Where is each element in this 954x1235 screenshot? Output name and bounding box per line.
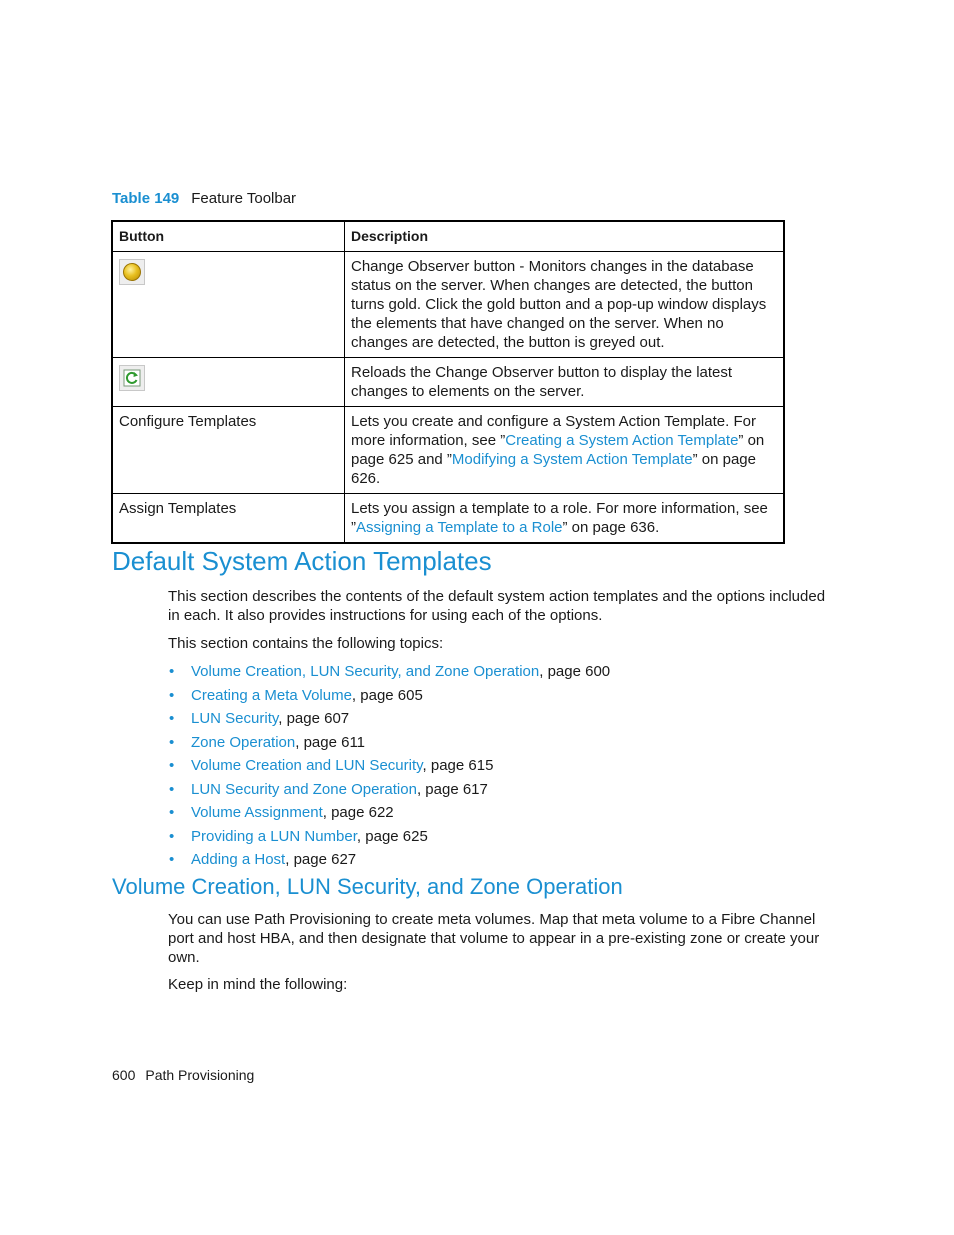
topic-link[interactable]: Adding a Host: [191, 851, 286, 868]
bullet-icon: •: [169, 851, 175, 868]
description-cell: [345, 494, 785, 544]
subsection-para-keep-in-mind: Keep in mind the following:: [168, 976, 348, 993]
table-caption: [112, 190, 296, 207]
bullet-icon: •: [169, 733, 175, 751]
button-cell: Assign Templates: [112, 494, 345, 544]
subsection-para: You can use Path Provisioning to create meta volumes. Map that meta volume to a Fibre Channel port and host HBA, and then designate that volume to appear in a pre-existing zone or create your own.: [168, 911, 820, 966]
topic-page: , page 625: [356, 827, 428, 845]
description-cell: Change Observer button - Monitors changes in the database status on the server. When changes are detected, the button turns gold. Click the gold button and a pop-up window displays the elements that have changed on the server. When no changes are detected, the button is greyed out.: [345, 252, 785, 358]
table-caption-title: Feature Toolbar: [191, 190, 297, 207]
topic-page: , page 627: [285, 851, 357, 868]
button-cell: [112, 252, 345, 358]
page-footer: [112, 1067, 254, 1083]
link-modifying-template[interactable]: Modifying a System Action Template: [451, 451, 693, 468]
list-item: [168, 685, 610, 709]
bullet-icon: •: [169, 757, 175, 774]
section-heading: Default System Action Templates: [112, 546, 492, 576]
table-row: [112, 358, 784, 407]
topic-page: , page 607: [278, 710, 350, 727]
section-intro: This section describes the contents of the default system action templates and the options included in each. It also provides instructions for using each of the options.: [168, 588, 826, 624]
bullet-icon: •: [169, 804, 175, 821]
topic-link[interactable]: Zone Operation: [191, 733, 296, 751]
topic-link[interactable]: Providing a LUN Number: [191, 827, 357, 845]
header-description: Description: [345, 221, 785, 252]
bullet-icon: •: [169, 780, 175, 798]
bullet-icon: •: [169, 827, 175, 845]
description-text: Lets you create and configure a System Action Template. For more information, see ”: [351, 413, 756, 449]
bullet-icon: •: [169, 686, 175, 704]
description-cell: [345, 407, 785, 494]
topics-intro: This section contains the following topics:: [168, 635, 444, 652]
topic-link[interactable]: LUN Security: [191, 710, 279, 727]
link-assigning-template[interactable]: Assigning a Template to a Role: [356, 519, 563, 536]
chapter-title: Path Provisioning: [145, 1067, 255, 1083]
topic-page: , page 605: [351, 686, 423, 704]
button-cell: [112, 358, 345, 407]
list-item: [168, 826, 610, 850]
reload-icon: [119, 365, 145, 391]
topic-page: , page 611: [295, 733, 366, 751]
topic-page: , page 617: [416, 780, 488, 798]
feature-toolbar-table: [111, 220, 785, 544]
description-text: ” on page 636.: [562, 519, 660, 536]
description-cell: Reloads the Change Observer button to display the latest changes to elements on the server.: [345, 358, 785, 407]
link-creating-template[interactable]: Creating a System Action Template: [505, 432, 739, 449]
topic-page: , page 600: [539, 663, 611, 680]
list-item: [168, 732, 610, 756]
list-item: [168, 661, 610, 685]
bullet-icon: •: [169, 710, 175, 727]
subsection-heading: Volume Creation, LUN Security, and Zone Operation: [112, 874, 623, 899]
header-button: Button: [112, 221, 345, 252]
topic-link[interactable]: Creating a Meta Volume: [191, 686, 352, 704]
change-observer-gold-icon: [119, 259, 145, 285]
table-caption-label: Table 149: [112, 190, 180, 207]
topic-page: , page 622: [322, 804, 394, 821]
description-text: Lets you assign a template to a role. For more information, see ”: [351, 500, 768, 536]
button-cell: Configure Templates: [112, 407, 345, 494]
table-row: [112, 494, 784, 544]
description-text: ” on page 625 and ”: [351, 432, 765, 468]
list-item: [168, 802, 610, 826]
bullet-icon: •: [169, 663, 175, 680]
page-number: 600: [112, 1067, 136, 1083]
table-row: [112, 252, 784, 358]
list-item: [168, 708, 610, 732]
topic-link[interactable]: Volume Creation, LUN Security, and Zone Operation: [191, 663, 540, 680]
topic-link[interactable]: Volume Creation and LUN Security: [191, 757, 423, 774]
topic-link[interactable]: Volume Assignment: [191, 804, 323, 821]
list-item: [168, 755, 610, 779]
list-item: [168, 779, 610, 803]
description-text: ” on page 626.: [351, 451, 756, 487]
list-item: [168, 849, 610, 873]
table-row: [112, 407, 784, 494]
table-header-row: [112, 221, 784, 252]
topic-page: , page 615: [422, 757, 494, 774]
topic-link[interactable]: LUN Security and Zone Operation: [191, 780, 417, 798]
topics-list: [168, 661, 610, 873]
